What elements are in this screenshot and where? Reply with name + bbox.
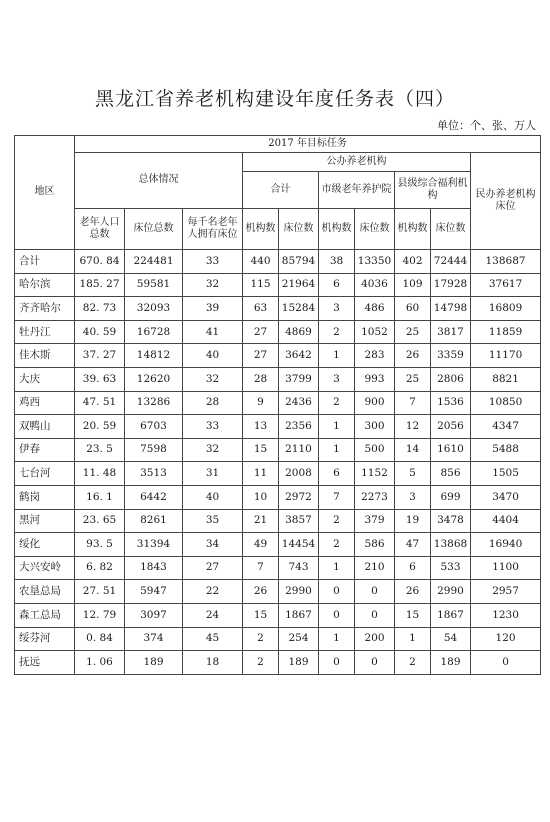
cell-city-inst: 2	[319, 320, 355, 344]
header-county-beds: 床位数	[431, 209, 471, 250]
cell-county-beds: 17928	[431, 273, 471, 297]
cell-county-inst: 7	[395, 391, 431, 415]
cell-region: 伊春	[15, 438, 75, 462]
cell-city-beds: 283	[355, 344, 395, 368]
cell-beds-per-thousand: 18	[183, 651, 243, 675]
cell-city-inst: 0	[319, 603, 355, 627]
cell-county-beds: 856	[431, 462, 471, 486]
cell-total-beds: 15284	[279, 297, 319, 321]
unit-note: 单位：个、张、万人	[437, 119, 536, 132]
cell-private-beds: 1230	[471, 603, 541, 627]
cell-elderly-pop: 185. 27	[75, 273, 125, 297]
cell-total-beds: 2356	[279, 415, 319, 439]
cell-city-beds: 1152	[355, 462, 395, 486]
header-total-inst: 机构数	[243, 209, 279, 250]
cell-city-beds: 200	[355, 627, 395, 651]
cell-beds-per-thousand: 27	[183, 556, 243, 580]
cell-private-beds: 138687	[471, 250, 541, 274]
table-row	[15, 415, 541, 439]
cell-beds-total: 32093	[125, 297, 183, 321]
cell-county-inst: 60	[395, 297, 431, 321]
cell-beds-per-thousand: 31	[183, 462, 243, 486]
cell-total-inst: 115	[243, 273, 279, 297]
header-total: 合计	[243, 172, 319, 209]
cell-total-inst: 26	[243, 580, 279, 604]
cell-region: 七台河	[15, 462, 75, 486]
table-row	[15, 627, 541, 651]
cell-county-inst: 3	[395, 485, 431, 509]
cell-total-beds: 1867	[279, 603, 319, 627]
cell-elderly-pop: 20. 59	[75, 415, 125, 439]
cell-elderly-pop: 37. 27	[75, 344, 125, 368]
cell-beds-per-thousand: 32	[183, 273, 243, 297]
cell-city-beds: 379	[355, 509, 395, 533]
cell-total-inst: 2	[243, 651, 279, 675]
cell-total-inst: 2	[243, 627, 279, 651]
cell-beds-per-thousand: 22	[183, 580, 243, 604]
cell-city-inst: 1	[319, 556, 355, 580]
cell-beds-total: 13286	[125, 391, 183, 415]
cell-county-inst: 19	[395, 509, 431, 533]
cell-total-beds: 743	[279, 556, 319, 580]
cell-beds-per-thousand: 33	[183, 250, 243, 274]
cell-county-beds: 3359	[431, 344, 471, 368]
task-table	[14, 135, 541, 675]
cell-county-beds: 189	[431, 651, 471, 675]
cell-beds-total: 7598	[125, 438, 183, 462]
cell-region: 抚远	[15, 651, 75, 675]
cell-total-inst: 10	[243, 485, 279, 509]
cell-city-inst: 7	[319, 485, 355, 509]
cell-total-beds: 189	[279, 651, 319, 675]
cell-elderly-pop: 16. 1	[75, 485, 125, 509]
cell-elderly-pop: 82. 73	[75, 297, 125, 321]
cell-private-beds: 11170	[471, 344, 541, 368]
cell-county-inst: 12	[395, 415, 431, 439]
cell-total-beds: 3857	[279, 509, 319, 533]
table-row	[15, 320, 541, 344]
cell-elderly-pop: 0. 84	[75, 627, 125, 651]
cell-city-inst: 1	[319, 344, 355, 368]
cell-region: 鹤岗	[15, 485, 75, 509]
cell-city-beds: 13350	[355, 250, 395, 274]
table-row	[15, 603, 541, 627]
cell-county-inst: 5	[395, 462, 431, 486]
cell-total-beds: 2110	[279, 438, 319, 462]
header-county: 县级综合福利机构	[395, 172, 471, 209]
cell-city-inst: 0	[319, 651, 355, 675]
cell-city-beds: 900	[355, 391, 395, 415]
cell-city-beds: 486	[355, 297, 395, 321]
cell-total-inst: 15	[243, 438, 279, 462]
header-private: 民办养老机构床位	[471, 153, 541, 250]
cell-elderly-pop: 47. 51	[75, 391, 125, 415]
table-row	[15, 438, 541, 462]
cell-beds-per-thousand: 40	[183, 485, 243, 509]
cell-private-beds: 0	[471, 651, 541, 675]
cell-total-inst: 28	[243, 367, 279, 391]
cell-city-inst: 6	[319, 273, 355, 297]
cell-beds-per-thousand: 35	[183, 509, 243, 533]
cell-city-beds: 586	[355, 533, 395, 557]
cell-beds-total: 3097	[125, 603, 183, 627]
cell-county-beds: 2806	[431, 367, 471, 391]
cell-city-inst: 2	[319, 391, 355, 415]
cell-total-inst: 49	[243, 533, 279, 557]
table-row	[15, 580, 541, 604]
cell-beds-total: 374	[125, 627, 183, 651]
cell-city-beds: 0	[355, 603, 395, 627]
cell-elderly-pop: 40. 59	[75, 320, 125, 344]
cell-beds-per-thousand: 40	[183, 344, 243, 368]
cell-city-inst: 6	[319, 462, 355, 486]
header-total-beds: 床位数	[279, 209, 319, 250]
cell-beds-total: 224481	[125, 250, 183, 274]
table-row	[15, 651, 541, 675]
cell-county-inst: 25	[395, 367, 431, 391]
cell-city-inst: 2	[319, 509, 355, 533]
cell-beds-per-thousand: 39	[183, 297, 243, 321]
cell-private-beds: 4347	[471, 415, 541, 439]
cell-total-inst: 63	[243, 297, 279, 321]
cell-beds-per-thousand: 28	[183, 391, 243, 415]
cell-county-beds: 3817	[431, 320, 471, 344]
cell-total-inst: 15	[243, 603, 279, 627]
cell-elderly-pop: 670. 84	[75, 250, 125, 274]
table-row	[15, 533, 541, 557]
cell-city-inst: 3	[319, 297, 355, 321]
cell-region: 黑河	[15, 509, 75, 533]
cell-county-inst: 1	[395, 627, 431, 651]
header-city-inst: 机构数	[319, 209, 355, 250]
cell-county-beds: 1867	[431, 603, 471, 627]
cell-private-beds: 16809	[471, 297, 541, 321]
cell-city-beds: 500	[355, 438, 395, 462]
cell-elderly-pop: 23. 65	[75, 509, 125, 533]
cell-county-beds: 14798	[431, 297, 471, 321]
cell-total-beds: 2972	[279, 485, 319, 509]
cell-region: 绥化	[15, 533, 75, 557]
cell-private-beds: 11859	[471, 320, 541, 344]
cell-beds-per-thousand: 45	[183, 627, 243, 651]
cell-county-beds: 699	[431, 485, 471, 509]
cell-city-beds: 4036	[355, 273, 395, 297]
table-row	[15, 509, 541, 533]
cell-region: 农垦总局	[15, 580, 75, 604]
cell-elderly-pop: 6. 82	[75, 556, 125, 580]
cell-elderly-pop: 39. 63	[75, 367, 125, 391]
cell-private-beds: 8821	[471, 367, 541, 391]
cell-elderly-pop: 23. 5	[75, 438, 125, 462]
cell-county-inst: 26	[395, 580, 431, 604]
cell-beds-total: 1843	[125, 556, 183, 580]
cell-elderly-pop: 93. 5	[75, 533, 125, 557]
cell-county-inst: 26	[395, 344, 431, 368]
cell-beds-per-thousand: 34	[183, 533, 243, 557]
cell-city-beds: 210	[355, 556, 395, 580]
cell-elderly-pop: 12. 79	[75, 603, 125, 627]
cell-region: 齐齐哈尔	[15, 297, 75, 321]
cell-county-inst: 47	[395, 533, 431, 557]
cell-total-inst: 440	[243, 250, 279, 274]
cell-private-beds: 4404	[471, 509, 541, 533]
cell-county-beds: 2990	[431, 580, 471, 604]
table-row	[15, 367, 541, 391]
cell-county-inst: 402	[395, 250, 431, 274]
cell-beds-per-thousand: 41	[183, 320, 243, 344]
cell-beds-total: 16728	[125, 320, 183, 344]
cell-total-inst: 27	[243, 320, 279, 344]
cell-city-inst: 2	[319, 533, 355, 557]
cell-private-beds: 16940	[471, 533, 541, 557]
table-row	[15, 556, 541, 580]
document-title: 黑龙江省养老机构建设年度任务表（四）	[94, 88, 455, 110]
header-target: 2017 年目标任务	[75, 136, 541, 153]
table-row	[15, 297, 541, 321]
cell-beds-total: 6703	[125, 415, 183, 439]
cell-county-beds: 2056	[431, 415, 471, 439]
cell-region: 森工总局	[15, 603, 75, 627]
cell-city-inst: 1	[319, 415, 355, 439]
header-beds-per-thousand: 每千名老年人拥有床位	[183, 209, 243, 250]
cell-beds-total: 8261	[125, 509, 183, 533]
header-elderly-pop: 老年人口总数	[75, 209, 125, 250]
header-city-beds: 床位数	[355, 209, 395, 250]
cell-total-inst: 21	[243, 509, 279, 533]
cell-beds-per-thousand: 32	[183, 367, 243, 391]
cell-elderly-pop: 27. 51	[75, 580, 125, 604]
cell-private-beds: 37617	[471, 273, 541, 297]
cell-city-inst: 38	[319, 250, 355, 274]
cell-region: 双鸭山	[15, 415, 75, 439]
cell-beds-total: 31394	[125, 533, 183, 557]
cell-county-inst: 14	[395, 438, 431, 462]
table-row	[15, 462, 541, 486]
cell-county-beds: 13868	[431, 533, 471, 557]
cell-city-inst: 1	[319, 438, 355, 462]
cell-private-beds: 2957	[471, 580, 541, 604]
cell-beds-total: 189	[125, 651, 183, 675]
cell-city-inst: 1	[319, 627, 355, 651]
cell-region: 大庆	[15, 367, 75, 391]
cell-county-inst: 2	[395, 651, 431, 675]
cell-city-beds: 2273	[355, 485, 395, 509]
cell-total-inst: 13	[243, 415, 279, 439]
cell-total-beds: 85794	[279, 250, 319, 274]
header-beds-total: 床位总数	[125, 209, 183, 250]
cell-private-beds: 1505	[471, 462, 541, 486]
cell-beds-total: 3513	[125, 462, 183, 486]
cell-total-inst: 27	[243, 344, 279, 368]
cell-county-beds: 54	[431, 627, 471, 651]
cell-beds-per-thousand: 32	[183, 438, 243, 462]
cell-region: 牡丹江	[15, 320, 75, 344]
cell-county-inst: 109	[395, 273, 431, 297]
header-region: 地区	[15, 136, 75, 250]
cell-city-beds: 300	[355, 415, 395, 439]
cell-elderly-pop: 11. 48	[75, 462, 125, 486]
table-row	[15, 344, 541, 368]
cell-total-beds: 2436	[279, 391, 319, 415]
cell-beds-total: 59581	[125, 273, 183, 297]
cell-beds-per-thousand: 24	[183, 603, 243, 627]
cell-region: 绥芬河	[15, 627, 75, 651]
cell-city-inst: 0	[319, 580, 355, 604]
cell-total-beds: 2990	[279, 580, 319, 604]
table-row	[15, 391, 541, 415]
cell-total-beds: 3642	[279, 344, 319, 368]
cell-region: 大兴安岭	[15, 556, 75, 580]
cell-county-inst: 6	[395, 556, 431, 580]
cell-total-inst: 7	[243, 556, 279, 580]
cell-city-beds: 1052	[355, 320, 395, 344]
cell-county-inst: 25	[395, 320, 431, 344]
cell-total-beds: 14454	[279, 533, 319, 557]
header-public: 公办养老机构	[243, 153, 471, 172]
header-city: 市级老年养护院	[319, 172, 395, 209]
cell-county-beds: 3478	[431, 509, 471, 533]
cell-total-beds: 2008	[279, 462, 319, 486]
cell-total-beds: 254	[279, 627, 319, 651]
table-row	[15, 485, 541, 509]
cell-region: 佳木斯	[15, 344, 75, 368]
table-row	[15, 273, 541, 297]
cell-total-beds: 3799	[279, 367, 319, 391]
cell-region: 合计	[15, 250, 75, 274]
cell-total-beds: 21964	[279, 273, 319, 297]
cell-region: 鸡西	[15, 391, 75, 415]
cell-beds-total: 12620	[125, 367, 183, 391]
cell-elderly-pop: 1. 06	[75, 651, 125, 675]
cell-total-inst: 9	[243, 391, 279, 415]
cell-county-beds: 1536	[431, 391, 471, 415]
cell-total-inst: 11	[243, 462, 279, 486]
cell-beds-total: 6442	[125, 485, 183, 509]
cell-city-beds: 0	[355, 651, 395, 675]
cell-beds-per-thousand: 33	[183, 415, 243, 439]
cell-beds-total: 5947	[125, 580, 183, 604]
header-county-inst: 机构数	[395, 209, 431, 250]
cell-private-beds: 10850	[471, 391, 541, 415]
cell-county-beds: 533	[431, 556, 471, 580]
table-body	[15, 250, 541, 675]
cell-county-beds: 1610	[431, 438, 471, 462]
header-overall: 总体情况	[75, 153, 243, 209]
table-row	[15, 250, 541, 274]
cell-total-beds: 4869	[279, 320, 319, 344]
cell-private-beds: 5488	[471, 438, 541, 462]
cell-city-inst: 3	[319, 367, 355, 391]
cell-beds-total: 14812	[125, 344, 183, 368]
cell-private-beds: 1100	[471, 556, 541, 580]
cell-county-beds: 72444	[431, 250, 471, 274]
cell-city-beds: 993	[355, 367, 395, 391]
cell-private-beds: 3470	[471, 485, 541, 509]
cell-city-beds: 0	[355, 580, 395, 604]
cell-region: 哈尔滨	[15, 273, 75, 297]
cell-private-beds: 120	[471, 627, 541, 651]
cell-county-inst: 15	[395, 603, 431, 627]
